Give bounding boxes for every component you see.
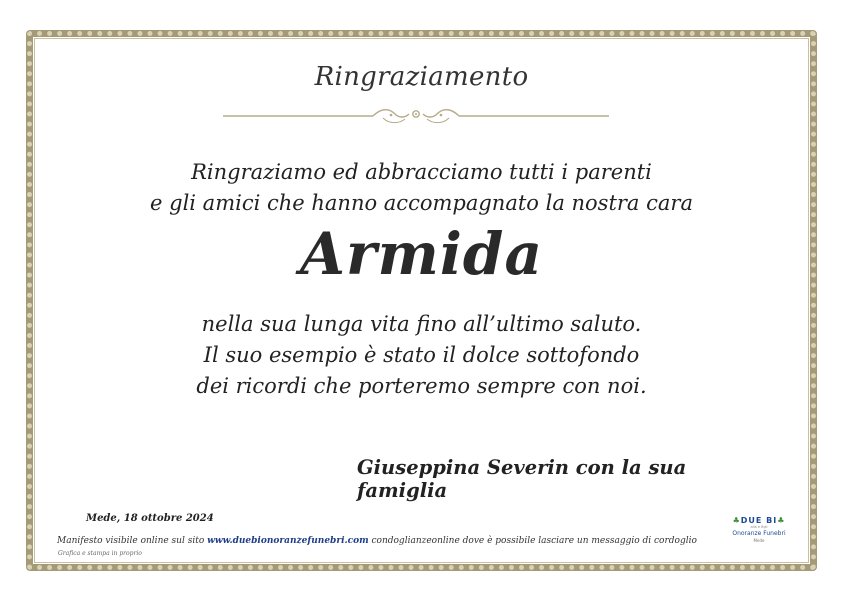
website-link[interactable]: www.duebionoranzefunebri.com xyxy=(207,536,369,546)
clover-icon: ♣ xyxy=(732,516,741,525)
message-block-2 xyxy=(0,309,843,402)
message-line: e gli amici che hanno accompagnato la nostra cara xyxy=(150,191,693,215)
clover-icon: ♣ xyxy=(777,516,786,525)
ornament-divider-icon xyxy=(223,106,609,126)
notice-suffix: condoglianzeonline dove è possibile lasciare un messaggio di cordoglio xyxy=(368,536,697,546)
logo-town: Mede xyxy=(753,538,765,543)
logo-tagline: alla e figli xyxy=(750,525,768,529)
company-logo xyxy=(730,516,788,548)
online-notice xyxy=(57,536,737,546)
message-block-1 xyxy=(0,157,843,219)
notice-prefix: Manifesto visibile online sul sito xyxy=(57,536,208,546)
place-date: Mede, 18 ottobre 2024 xyxy=(86,513,214,524)
logo-brand: DUE BI xyxy=(740,516,778,525)
logo-service: Onoranze Funebri xyxy=(732,530,786,537)
message-line: Ringraziamo ed abbracciamo tutti i parenti xyxy=(191,160,652,184)
logo-brand-row xyxy=(730,516,788,525)
print-credit: Grafica e stampa in proprio xyxy=(58,550,142,557)
card-heading: Ringraziamento xyxy=(314,62,529,92)
message-line: Il suo esempio è stato il dolce sottofondo xyxy=(203,343,640,367)
signature: Giuseppina Severin con la sua famiglia xyxy=(357,456,687,502)
message-line: nella sua lunga vita fino all’ultimo saluto. xyxy=(201,312,642,336)
deceased-name: Armida xyxy=(299,220,544,288)
message-line: dei ricordi che porteremo sempre con noi. xyxy=(196,374,647,398)
